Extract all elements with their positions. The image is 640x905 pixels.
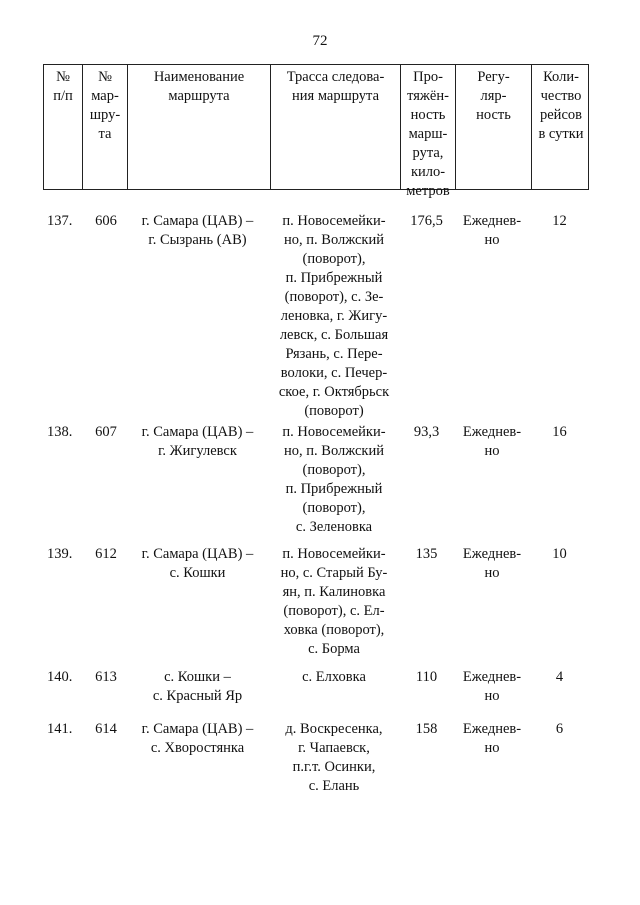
row-count: 10 [552, 546, 567, 562]
row-route: 612 [95, 546, 117, 562]
row-length: 158 [415, 721, 438, 737]
row-name: с. Кошки – с. Красный Яр [152, 669, 243, 704]
header-length: Про- тяжён- ность марш- рута, кило- метров [406, 69, 450, 199]
header-route: № мар- шру- та [89, 69, 121, 142]
table-header [43, 64, 589, 199]
row-regularity: Ежеднев- но [462, 546, 522, 581]
row-num: 141. [47, 721, 73, 737]
row-count: 16 [552, 424, 567, 440]
row-num: 138. [47, 424, 73, 440]
row-count: 12 [552, 213, 567, 229]
header-name: Наименование маршрута [153, 69, 245, 104]
header-count: Коли- чество рейсов в сутки [538, 69, 584, 142]
row-route: 606 [95, 213, 117, 229]
row-route: 613 [95, 669, 117, 685]
row-regularity: Ежеднев- но [462, 721, 522, 756]
row-path: д. Воскресенка, г. Чапаевск, п.г.т. Осинки, с. Елань [285, 721, 383, 794]
row-regularity: Ежеднев- но [462, 669, 522, 704]
row-path: с. Елховка [302, 669, 366, 685]
row-name: г. Самара (ЦАВ) – с. Кошки [141, 546, 254, 581]
row-count: 6 [555, 721, 564, 737]
header-regularity: Регу- ляр- ность [476, 69, 511, 123]
row-regularity: Ежеднев- но [462, 424, 522, 459]
page-number: 72 [312, 33, 328, 49]
row-name: г. Самара (ЦАВ) – г. Сызрань (АВ) [141, 213, 254, 248]
row-num: 137. [47, 213, 73, 229]
row-length: 135 [415, 546, 438, 562]
row-num: 140. [47, 669, 73, 685]
row-num: 139. [47, 546, 73, 562]
row-length: 93,3 [413, 424, 440, 440]
header-path: Трасса следова- ния маршрута [286, 69, 385, 104]
row-path: п. Новосемейки- но, п. Волжский (поворот), п. Прибрежный (поворот), с. Зе- леновка, г. Жигу- левск, с. Большая Рязань, с. Пере- волоки, с. Печер- ское, г. Октябрьск (поворот) [278, 213, 390, 419]
header-num: № п/п [53, 69, 73, 104]
row-route: 614 [95, 721, 117, 737]
row-route: 607 [95, 424, 117, 440]
row-name: г. Самара (ЦАВ) – г. Жигулевск [141, 424, 254, 459]
row-length: 110 [415, 669, 438, 685]
row-path: п. Новосемейки- но, п. Волжский (поворот), п. Прибрежный (поворот), с. Зеленовка [282, 424, 386, 535]
row-regularity: Ежеднев- но [462, 213, 522, 248]
row-count: 4 [555, 669, 564, 685]
row-length: 176,5 [410, 213, 443, 229]
row-name: г. Самара (ЦАВ) – с. Хворостянка [141, 721, 254, 756]
row-path: п. Новосемейки- но, с. Старый Бу- ян, п. Калиновка (поворот), с. Ел- ховка (поворот), с. Борма [280, 546, 388, 657]
